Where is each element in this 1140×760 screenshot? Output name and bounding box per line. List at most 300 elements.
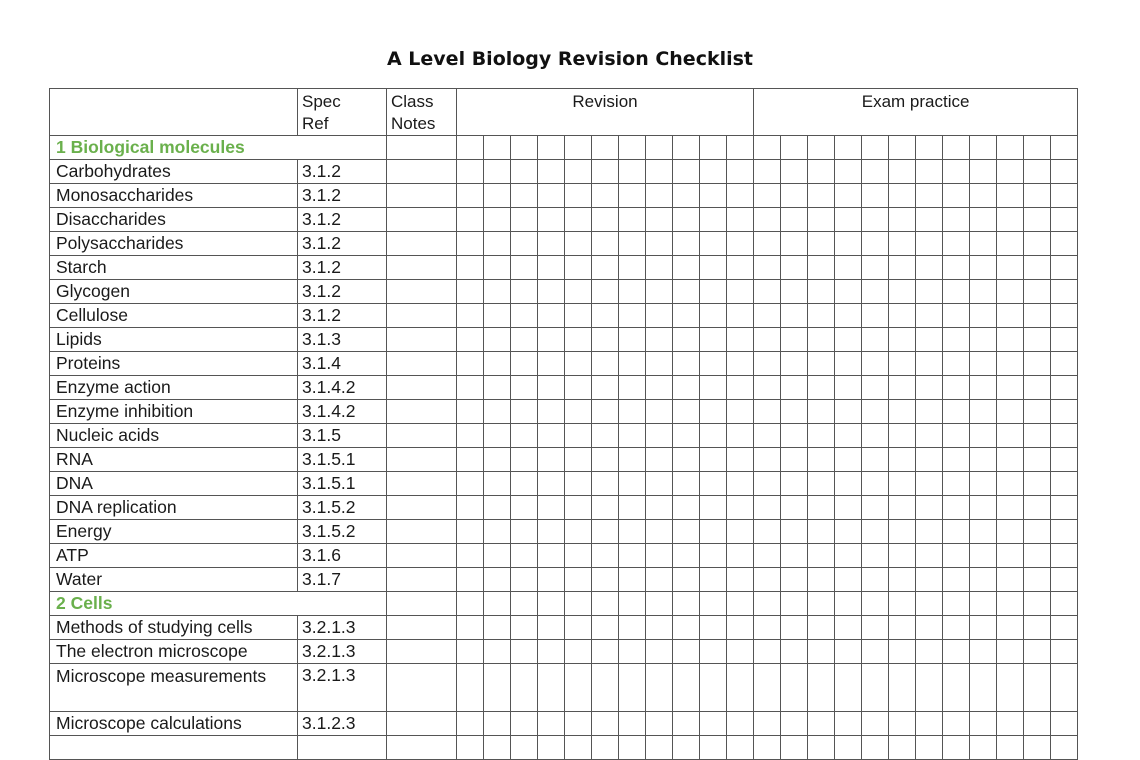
revision-checkbox-cell[interactable] — [457, 544, 484, 568]
exam-practice-checkbox-cell[interactable] — [862, 232, 889, 256]
class-notes-cell[interactable] — [387, 616, 457, 640]
revision-checkbox-cell[interactable] — [457, 664, 484, 712]
class-notes-cell[interactable] — [387, 424, 457, 448]
revision-checkbox-cell[interactable] — [565, 424, 592, 448]
revision-checkbox-cell[interactable] — [592, 448, 619, 472]
exam-practice-checkbox-cell[interactable] — [835, 496, 862, 520]
exam-practice-checkbox-cell[interactable] — [1051, 376, 1078, 400]
exam-practice-checkbox-cell[interactable] — [781, 304, 808, 328]
revision-checkbox-cell[interactable] — [646, 160, 673, 184]
revision-checkbox-cell[interactable] — [511, 736, 538, 760]
exam-practice-checkbox-cell[interactable] — [943, 664, 970, 712]
revision-checkbox-cell[interactable] — [565, 616, 592, 640]
exam-practice-checkbox-cell[interactable] — [754, 400, 781, 424]
revision-checkbox-cell[interactable] — [646, 592, 673, 616]
exam-practice-checkbox-cell[interactable] — [754, 520, 781, 544]
exam-practice-checkbox-cell[interactable] — [970, 664, 997, 712]
exam-practice-checkbox-cell[interactable] — [835, 376, 862, 400]
revision-checkbox-cell[interactable] — [727, 208, 754, 232]
revision-checkbox-cell[interactable] — [727, 304, 754, 328]
exam-practice-checkbox-cell[interactable] — [781, 352, 808, 376]
exam-practice-checkbox-cell[interactable] — [781, 184, 808, 208]
revision-checkbox-cell[interactable] — [727, 736, 754, 760]
revision-checkbox-cell[interactable] — [619, 616, 646, 640]
exam-practice-checkbox-cell[interactable] — [916, 400, 943, 424]
exam-practice-checkbox-cell[interactable] — [862, 424, 889, 448]
revision-checkbox-cell[interactable] — [727, 592, 754, 616]
revision-checkbox-cell[interactable] — [673, 280, 700, 304]
revision-checkbox-cell[interactable] — [538, 160, 565, 184]
revision-checkbox-cell[interactable] — [700, 520, 727, 544]
revision-checkbox-cell[interactable] — [700, 160, 727, 184]
revision-checkbox-cell[interactable] — [592, 376, 619, 400]
revision-checkbox-cell[interactable] — [727, 328, 754, 352]
revision-checkbox-cell[interactable] — [538, 736, 565, 760]
exam-practice-checkbox-cell[interactable] — [808, 448, 835, 472]
exam-practice-checkbox-cell[interactable] — [808, 616, 835, 640]
exam-practice-checkbox-cell[interactable] — [781, 280, 808, 304]
exam-practice-checkbox-cell[interactable] — [970, 616, 997, 640]
exam-practice-checkbox-cell[interactable] — [916, 640, 943, 664]
exam-practice-checkbox-cell[interactable] — [997, 160, 1024, 184]
exam-practice-checkbox-cell[interactable] — [997, 448, 1024, 472]
revision-checkbox-cell[interactable] — [565, 232, 592, 256]
exam-practice-checkbox-cell[interactable] — [754, 232, 781, 256]
revision-checkbox-cell[interactable] — [592, 616, 619, 640]
revision-checkbox-cell[interactable] — [673, 640, 700, 664]
exam-practice-checkbox-cell[interactable] — [1051, 496, 1078, 520]
exam-practice-checkbox-cell[interactable] — [808, 736, 835, 760]
exam-practice-checkbox-cell[interactable] — [835, 352, 862, 376]
exam-practice-checkbox-cell[interactable] — [970, 256, 997, 280]
exam-practice-checkbox-cell[interactable] — [1051, 352, 1078, 376]
exam-practice-checkbox-cell[interactable] — [997, 184, 1024, 208]
exam-practice-checkbox-cell[interactable] — [1024, 400, 1051, 424]
revision-checkbox-cell[interactable] — [538, 448, 565, 472]
exam-practice-checkbox-cell[interactable] — [889, 376, 916, 400]
revision-checkbox-cell[interactable] — [511, 472, 538, 496]
exam-practice-checkbox-cell[interactable] — [862, 520, 889, 544]
exam-practice-checkbox-cell[interactable] — [862, 592, 889, 616]
revision-checkbox-cell[interactable] — [565, 160, 592, 184]
exam-practice-checkbox-cell[interactable] — [943, 424, 970, 448]
exam-practice-checkbox-cell[interactable] — [943, 640, 970, 664]
revision-checkbox-cell[interactable] — [538, 184, 565, 208]
revision-checkbox-cell[interactable] — [457, 352, 484, 376]
revision-checkbox-cell[interactable] — [673, 616, 700, 640]
exam-practice-checkbox-cell[interactable] — [889, 184, 916, 208]
revision-checkbox-cell[interactable] — [538, 400, 565, 424]
revision-checkbox-cell[interactable] — [619, 544, 646, 568]
revision-checkbox-cell[interactable] — [727, 496, 754, 520]
revision-checkbox-cell[interactable] — [538, 280, 565, 304]
revision-checkbox-cell[interactable] — [700, 400, 727, 424]
exam-practice-checkbox-cell[interactable] — [997, 376, 1024, 400]
revision-checkbox-cell[interactable] — [457, 256, 484, 280]
exam-practice-checkbox-cell[interactable] — [835, 160, 862, 184]
exam-practice-checkbox-cell[interactable] — [889, 352, 916, 376]
revision-checkbox-cell[interactable] — [619, 496, 646, 520]
exam-practice-checkbox-cell[interactable] — [1024, 472, 1051, 496]
revision-checkbox-cell[interactable] — [673, 568, 700, 592]
class-notes-cell[interactable] — [387, 352, 457, 376]
exam-practice-checkbox-cell[interactable] — [835, 184, 862, 208]
exam-practice-checkbox-cell[interactable] — [835, 136, 862, 160]
exam-practice-checkbox-cell[interactable] — [889, 400, 916, 424]
exam-practice-checkbox-cell[interactable] — [781, 640, 808, 664]
exam-practice-checkbox-cell[interactable] — [835, 664, 862, 712]
revision-checkbox-cell[interactable] — [700, 640, 727, 664]
revision-checkbox-cell[interactable] — [727, 640, 754, 664]
exam-practice-checkbox-cell[interactable] — [889, 544, 916, 568]
exam-practice-checkbox-cell[interactable] — [970, 496, 997, 520]
exam-practice-checkbox-cell[interactable] — [1024, 592, 1051, 616]
exam-practice-checkbox-cell[interactable] — [889, 736, 916, 760]
exam-practice-checkbox-cell[interactable] — [997, 616, 1024, 640]
exam-practice-checkbox-cell[interactable] — [916, 232, 943, 256]
exam-practice-checkbox-cell[interactable] — [916, 424, 943, 448]
exam-practice-checkbox-cell[interactable] — [1051, 544, 1078, 568]
revision-checkbox-cell[interactable] — [646, 256, 673, 280]
exam-practice-checkbox-cell[interactable] — [862, 304, 889, 328]
exam-practice-checkbox-cell[interactable] — [754, 616, 781, 640]
revision-checkbox-cell[interactable] — [619, 664, 646, 712]
revision-checkbox-cell[interactable] — [565, 448, 592, 472]
revision-checkbox-cell[interactable] — [700, 256, 727, 280]
exam-practice-checkbox-cell[interactable] — [1051, 664, 1078, 712]
revision-checkbox-cell[interactable] — [484, 256, 511, 280]
exam-practice-checkbox-cell[interactable] — [997, 736, 1024, 760]
exam-practice-checkbox-cell[interactable] — [1051, 448, 1078, 472]
exam-practice-checkbox-cell[interactable] — [862, 448, 889, 472]
exam-practice-checkbox-cell[interactable] — [862, 184, 889, 208]
exam-practice-checkbox-cell[interactable] — [808, 136, 835, 160]
exam-practice-checkbox-cell[interactable] — [1051, 304, 1078, 328]
revision-checkbox-cell[interactable] — [646, 568, 673, 592]
exam-practice-checkbox-cell[interactable] — [997, 232, 1024, 256]
exam-practice-checkbox-cell[interactable] — [889, 664, 916, 712]
revision-checkbox-cell[interactable] — [538, 208, 565, 232]
revision-checkbox-cell[interactable] — [673, 544, 700, 568]
exam-practice-checkbox-cell[interactable] — [916, 520, 943, 544]
exam-practice-checkbox-cell[interactable] — [808, 184, 835, 208]
exam-practice-checkbox-cell[interactable] — [997, 424, 1024, 448]
class-notes-cell[interactable] — [387, 280, 457, 304]
revision-checkbox-cell[interactable] — [484, 280, 511, 304]
revision-checkbox-cell[interactable] — [619, 448, 646, 472]
exam-practice-checkbox-cell[interactable] — [970, 376, 997, 400]
revision-checkbox-cell[interactable] — [673, 448, 700, 472]
revision-checkbox-cell[interactable] — [511, 184, 538, 208]
exam-practice-checkbox-cell[interactable] — [781, 160, 808, 184]
exam-practice-checkbox-cell[interactable] — [835, 400, 862, 424]
revision-checkbox-cell[interactable] — [727, 520, 754, 544]
exam-practice-checkbox-cell[interactable] — [997, 400, 1024, 424]
exam-practice-checkbox-cell[interactable] — [781, 520, 808, 544]
revision-checkbox-cell[interactable] — [592, 592, 619, 616]
revision-checkbox-cell[interactable] — [592, 352, 619, 376]
revision-checkbox-cell[interactable] — [565, 184, 592, 208]
exam-practice-checkbox-cell[interactable] — [997, 568, 1024, 592]
exam-practice-checkbox-cell[interactable] — [943, 736, 970, 760]
exam-practice-checkbox-cell[interactable] — [754, 280, 781, 304]
revision-checkbox-cell[interactable] — [673, 520, 700, 544]
exam-practice-checkbox-cell[interactable] — [862, 256, 889, 280]
exam-practice-checkbox-cell[interactable] — [970, 736, 997, 760]
revision-checkbox-cell[interactable] — [700, 544, 727, 568]
exam-practice-checkbox-cell[interactable] — [1051, 328, 1078, 352]
exam-practice-checkbox-cell[interactable] — [808, 208, 835, 232]
revision-checkbox-cell[interactable] — [673, 400, 700, 424]
exam-practice-checkbox-cell[interactable] — [1024, 232, 1051, 256]
exam-practice-checkbox-cell[interactable] — [943, 616, 970, 640]
revision-checkbox-cell[interactable] — [511, 280, 538, 304]
revision-checkbox-cell[interactable] — [727, 664, 754, 712]
revision-checkbox-cell[interactable] — [646, 376, 673, 400]
exam-practice-checkbox-cell[interactable] — [1024, 352, 1051, 376]
revision-checkbox-cell[interactable] — [592, 160, 619, 184]
revision-checkbox-cell[interactable] — [538, 376, 565, 400]
exam-practice-checkbox-cell[interactable] — [781, 592, 808, 616]
revision-checkbox-cell[interactable] — [700, 496, 727, 520]
revision-checkbox-cell[interactable] — [538, 304, 565, 328]
revision-checkbox-cell[interactable] — [700, 208, 727, 232]
exam-practice-checkbox-cell[interactable] — [835, 568, 862, 592]
revision-checkbox-cell[interactable] — [457, 280, 484, 304]
exam-practice-checkbox-cell[interactable] — [862, 136, 889, 160]
exam-practice-checkbox-cell[interactable] — [916, 664, 943, 712]
revision-checkbox-cell[interactable] — [484, 400, 511, 424]
exam-practice-checkbox-cell[interactable] — [862, 664, 889, 712]
exam-practice-checkbox-cell[interactable] — [943, 592, 970, 616]
revision-checkbox-cell[interactable] — [619, 256, 646, 280]
revision-checkbox-cell[interactable] — [457, 592, 484, 616]
revision-checkbox-cell[interactable] — [457, 496, 484, 520]
exam-practice-checkbox-cell[interactable] — [1024, 544, 1051, 568]
revision-checkbox-cell[interactable] — [673, 352, 700, 376]
exam-practice-checkbox-cell[interactable] — [1024, 664, 1051, 712]
exam-practice-checkbox-cell[interactable] — [970, 424, 997, 448]
exam-practice-checkbox-cell[interactable] — [916, 496, 943, 520]
exam-practice-checkbox-cell[interactable] — [943, 568, 970, 592]
exam-practice-checkbox-cell[interactable] — [1051, 568, 1078, 592]
exam-practice-checkbox-cell[interactable] — [1024, 328, 1051, 352]
exam-practice-checkbox-cell[interactable] — [889, 136, 916, 160]
revision-checkbox-cell[interactable] — [538, 640, 565, 664]
revision-checkbox-cell[interactable] — [457, 448, 484, 472]
revision-checkbox-cell[interactable] — [538, 520, 565, 544]
revision-checkbox-cell[interactable] — [457, 208, 484, 232]
revision-checkbox-cell[interactable] — [592, 280, 619, 304]
revision-checkbox-cell[interactable] — [592, 544, 619, 568]
revision-checkbox-cell[interactable] — [727, 232, 754, 256]
revision-checkbox-cell[interactable] — [646, 304, 673, 328]
revision-checkbox-cell[interactable] — [484, 592, 511, 616]
revision-checkbox-cell[interactable] — [565, 592, 592, 616]
exam-practice-checkbox-cell[interactable] — [862, 568, 889, 592]
exam-practice-checkbox-cell[interactable] — [970, 640, 997, 664]
revision-checkbox-cell[interactable] — [592, 208, 619, 232]
exam-practice-checkbox-cell[interactable] — [943, 400, 970, 424]
exam-practice-checkbox-cell[interactable] — [835, 256, 862, 280]
exam-practice-checkbox-cell[interactable] — [1051, 520, 1078, 544]
exam-practice-checkbox-cell[interactable] — [997, 256, 1024, 280]
exam-practice-checkbox-cell[interactable] — [916, 448, 943, 472]
exam-practice-checkbox-cell[interactable] — [1024, 376, 1051, 400]
revision-checkbox-cell[interactable] — [700, 304, 727, 328]
revision-checkbox-cell[interactable] — [457, 568, 484, 592]
revision-checkbox-cell[interactable] — [538, 592, 565, 616]
revision-checkbox-cell[interactable] — [484, 424, 511, 448]
revision-checkbox-cell[interactable] — [700, 184, 727, 208]
exam-practice-checkbox-cell[interactable] — [1024, 256, 1051, 280]
revision-checkbox-cell[interactable] — [673, 664, 700, 712]
exam-practice-checkbox-cell[interactable] — [754, 352, 781, 376]
exam-practice-checkbox-cell[interactable] — [916, 472, 943, 496]
revision-checkbox-cell[interactable] — [511, 208, 538, 232]
exam-practice-checkbox-cell[interactable] — [781, 544, 808, 568]
exam-practice-checkbox-cell[interactable] — [916, 160, 943, 184]
revision-checkbox-cell[interactable] — [673, 136, 700, 160]
revision-checkbox-cell[interactable] — [646, 136, 673, 160]
exam-practice-checkbox-cell[interactable] — [889, 568, 916, 592]
revision-checkbox-cell[interactable] — [511, 304, 538, 328]
exam-practice-checkbox-cell[interactable] — [1051, 616, 1078, 640]
revision-checkbox-cell[interactable] — [700, 448, 727, 472]
revision-checkbox-cell[interactable] — [484, 568, 511, 592]
revision-checkbox-cell[interactable] — [538, 496, 565, 520]
exam-practice-checkbox-cell[interactable] — [889, 448, 916, 472]
exam-practice-checkbox-cell[interactable] — [781, 448, 808, 472]
revision-checkbox-cell[interactable] — [592, 472, 619, 496]
revision-checkbox-cell[interactable] — [592, 304, 619, 328]
revision-checkbox-cell[interactable] — [565, 496, 592, 520]
class-notes-cell[interactable] — [387, 520, 457, 544]
revision-checkbox-cell[interactable] — [619, 328, 646, 352]
exam-practice-checkbox-cell[interactable] — [970, 304, 997, 328]
exam-practice-checkbox-cell[interactable] — [835, 280, 862, 304]
exam-practice-checkbox-cell[interactable] — [1051, 136, 1078, 160]
exam-practice-checkbox-cell[interactable] — [916, 184, 943, 208]
exam-practice-checkbox-cell[interactable] — [754, 304, 781, 328]
revision-checkbox-cell[interactable] — [592, 496, 619, 520]
revision-checkbox-cell[interactable] — [565, 376, 592, 400]
exam-practice-checkbox-cell[interactable] — [943, 280, 970, 304]
revision-checkbox-cell[interactable] — [457, 640, 484, 664]
exam-practice-checkbox-cell[interactable] — [835, 232, 862, 256]
exam-practice-checkbox-cell[interactable] — [970, 448, 997, 472]
exam-practice-checkbox-cell[interactable] — [916, 304, 943, 328]
revision-checkbox-cell[interactable] — [646, 328, 673, 352]
exam-practice-checkbox-cell[interactable] — [889, 424, 916, 448]
exam-practice-checkbox-cell[interactable] — [943, 208, 970, 232]
revision-checkbox-cell[interactable] — [646, 352, 673, 376]
exam-practice-checkbox-cell[interactable] — [916, 544, 943, 568]
exam-practice-checkbox-cell[interactable] — [808, 640, 835, 664]
exam-practice-checkbox-cell[interactable] — [835, 448, 862, 472]
exam-practice-checkbox-cell[interactable] — [1024, 736, 1051, 760]
exam-practice-checkbox-cell[interactable] — [943, 544, 970, 568]
revision-checkbox-cell[interactable] — [511, 520, 538, 544]
revision-checkbox-cell[interactable] — [727, 424, 754, 448]
exam-practice-checkbox-cell[interactable] — [970, 472, 997, 496]
revision-checkbox-cell[interactable] — [592, 424, 619, 448]
revision-checkbox-cell[interactable] — [457, 304, 484, 328]
revision-checkbox-cell[interactable] — [727, 256, 754, 280]
exam-practice-checkbox-cell[interactable] — [862, 352, 889, 376]
exam-practice-checkbox-cell[interactable] — [889, 592, 916, 616]
revision-checkbox-cell[interactable] — [646, 472, 673, 496]
revision-checkbox-cell[interactable] — [619, 568, 646, 592]
exam-practice-checkbox-cell[interactable] — [862, 328, 889, 352]
exam-practice-checkbox-cell[interactable] — [997, 328, 1024, 352]
exam-practice-checkbox-cell[interactable] — [754, 256, 781, 280]
exam-practice-checkbox-cell[interactable] — [997, 496, 1024, 520]
revision-checkbox-cell[interactable] — [457, 616, 484, 640]
class-notes-cell[interactable] — [387, 472, 457, 496]
exam-practice-checkbox-cell[interactable] — [808, 544, 835, 568]
revision-checkbox-cell[interactable] — [700, 568, 727, 592]
revision-checkbox-cell[interactable] — [673, 472, 700, 496]
exam-practice-checkbox-cell[interactable] — [862, 376, 889, 400]
revision-checkbox-cell[interactable] — [457, 520, 484, 544]
exam-practice-checkbox-cell[interactable] — [889, 232, 916, 256]
revision-checkbox-cell[interactable] — [619, 592, 646, 616]
exam-practice-checkbox-cell[interactable] — [943, 136, 970, 160]
exam-practice-checkbox-cell[interactable] — [889, 472, 916, 496]
revision-checkbox-cell[interactable] — [619, 160, 646, 184]
exam-practice-checkbox-cell[interactable] — [781, 664, 808, 712]
class-notes-cell[interactable] — [387, 592, 457, 616]
revision-checkbox-cell[interactable] — [619, 376, 646, 400]
revision-checkbox-cell[interactable] — [511, 448, 538, 472]
revision-checkbox-cell[interactable] — [700, 376, 727, 400]
revision-checkbox-cell[interactable] — [592, 640, 619, 664]
revision-checkbox-cell[interactable] — [511, 232, 538, 256]
revision-checkbox-cell[interactable] — [565, 328, 592, 352]
revision-checkbox-cell[interactable] — [673, 328, 700, 352]
exam-practice-checkbox-cell[interactable] — [997, 592, 1024, 616]
exam-practice-checkbox-cell[interactable] — [970, 208, 997, 232]
revision-checkbox-cell[interactable] — [511, 640, 538, 664]
exam-practice-checkbox-cell[interactable] — [943, 304, 970, 328]
revision-checkbox-cell[interactable] — [484, 544, 511, 568]
exam-practice-checkbox-cell[interactable] — [943, 232, 970, 256]
exam-practice-checkbox-cell[interactable] — [970, 136, 997, 160]
revision-checkbox-cell[interactable] — [565, 520, 592, 544]
exam-practice-checkbox-cell[interactable] — [862, 280, 889, 304]
revision-checkbox-cell[interactable] — [619, 640, 646, 664]
revision-checkbox-cell[interactable] — [538, 352, 565, 376]
exam-practice-checkbox-cell[interactable] — [754, 664, 781, 712]
exam-practice-checkbox-cell[interactable] — [1024, 448, 1051, 472]
revision-checkbox-cell[interactable] — [673, 592, 700, 616]
revision-checkbox-cell[interactable] — [484, 616, 511, 640]
exam-practice-checkbox-cell[interactable] — [1024, 184, 1051, 208]
exam-practice-checkbox-cell[interactable] — [970, 328, 997, 352]
revision-checkbox-cell[interactable] — [646, 400, 673, 424]
exam-practice-checkbox-cell[interactable] — [997, 304, 1024, 328]
exam-practice-checkbox-cell[interactable] — [1051, 280, 1078, 304]
exam-practice-checkbox-cell[interactable] — [943, 472, 970, 496]
exam-practice-checkbox-cell[interactable] — [1024, 304, 1051, 328]
exam-practice-checkbox-cell[interactable] — [754, 472, 781, 496]
revision-checkbox-cell[interactable] — [673, 232, 700, 256]
revision-checkbox-cell[interactable] — [538, 136, 565, 160]
exam-practice-checkbox-cell[interactable] — [808, 496, 835, 520]
revision-checkbox-cell[interactable] — [484, 640, 511, 664]
exam-practice-checkbox-cell[interactable] — [808, 520, 835, 544]
